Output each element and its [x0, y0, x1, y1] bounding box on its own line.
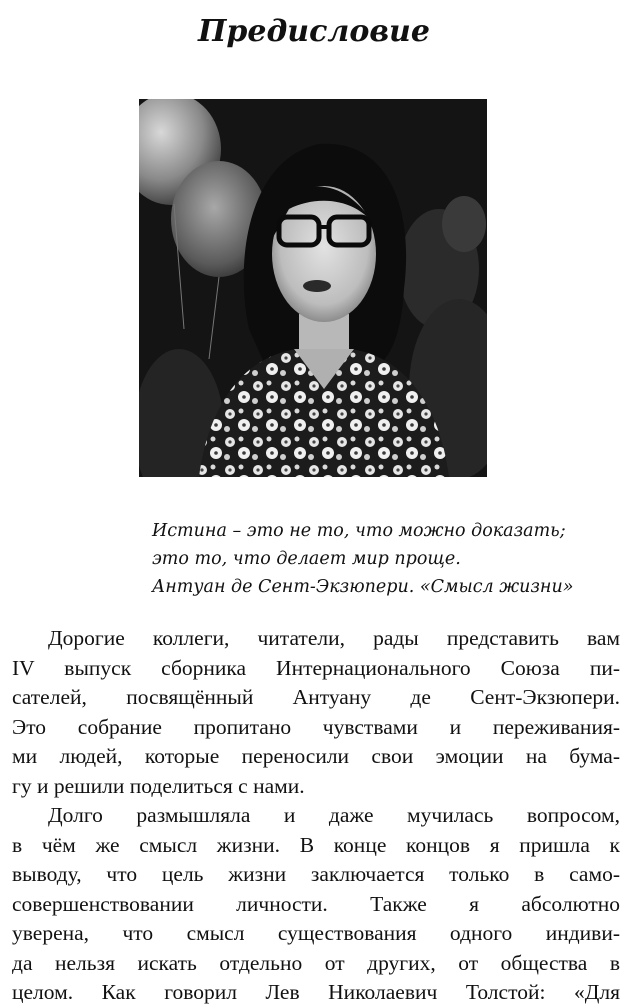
- body-text: [12, 624, 620, 1008]
- paragraph-1: [12, 624, 620, 801]
- portrait-image: [139, 99, 487, 477]
- portrait-photo: [139, 99, 487, 477]
- epigraph-attribution: Антуан де Сент-Экзюпери. «Смысл жизни»: [152, 577, 574, 597]
- text-line: да нельзя искать отдельно от других, от общества в: [12, 950, 620, 975]
- text-line: IV выпуск сборника Интернационального Союза пи-: [12, 655, 620, 680]
- text-line: целом. Как говорил Лев Николаевич Толстой: «Для: [12, 980, 620, 1004]
- text-line: сателей, посвящённый Антуану де Сент-Экзюпери.: [12, 685, 620, 709]
- paragraph-2: [12, 801, 620, 1008]
- epigraph-line: это то, что делает мир проще.: [152, 549, 461, 569]
- text-line: уверена, что смысл существования одного индиви-: [12, 921, 620, 945]
- text-line: в чём же смысл жизни. В конце концов я пришла к: [12, 832, 620, 857]
- page-title: Предисловие: [198, 14, 430, 49]
- text-line: совершенствовании личности. Также я абсолютно: [12, 891, 620, 916]
- text-line: Долго размышляла и даже мучилась вопросом,: [48, 803, 620, 827]
- epigraph: [152, 517, 620, 601]
- text-line: выводу, что цель жизни заключается только в само-: [12, 862, 620, 886]
- text-line: ми людей, которые переносили свои эмоции на бума-: [12, 744, 620, 768]
- epigraph-line: Истина – это не то, что можно доказать;: [152, 521, 566, 541]
- text-line: Это собрание пропитано чувствами и переживания-: [12, 714, 620, 739]
- text-line: гу и решили поделиться с нами.: [12, 773, 305, 798]
- text-line: Дорогие коллеги, читатели, рады представить вам: [48, 626, 620, 650]
